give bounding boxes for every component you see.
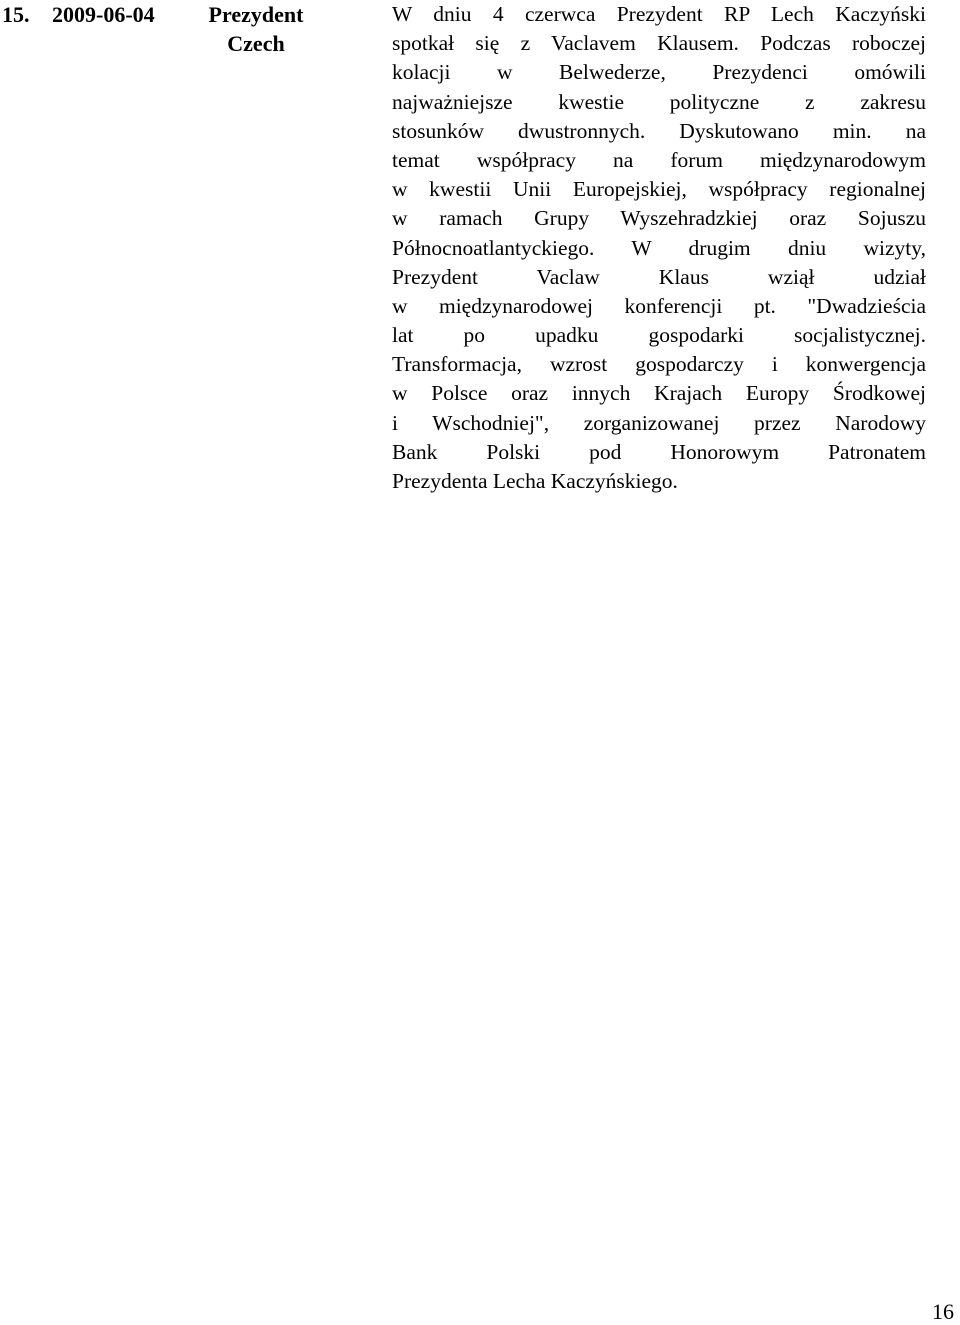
description-line: Bank Polski pod Honorowym Patronatem [392,439,926,464]
entry-date: 2009-06-04 [52,2,155,27]
entry-country-line: Prezydent [208,2,304,27]
description-line: w ramach Grupy Wyszehradzkiej oraz Sojuszu [392,206,926,231]
description-line: Północnoatlantyckiego. W drugim dniu wizyty, [392,235,926,260]
description-line: i Wschodniej", zorganizowanej przez Narodowy [392,410,926,435]
description-line: Prezydent Vaclaw Klaus wziął udział [392,264,926,289]
entry-country-line: Czech [227,31,285,56]
description-line: Transformacja, wzrost gospodarczy i konwergencja [392,352,926,377]
description-line: lat po upadku gospodarki socjalistycznej. [392,323,926,348]
description-line: w międzynarodowej konferencji pt. "Dwadzieścia [392,293,926,318]
description-line: w kwestii Unii Europejskiej, współpracy regionalnej [392,177,926,202]
description-line: najważniejsze kwestie polityczne z zakresu [392,89,926,114]
description-line: temat współpracy na forum międzynarodowym [392,147,926,172]
description-line: Prezydenta Lecha Kaczyńskiego. [392,469,678,493]
entry-number: 15. [2,2,30,27]
entry-country [196,0,316,58]
description-line: kolacji w Belwederze, Prezydenci omówili [392,60,926,85]
description-line: spotkał się z Vaclavem Klausem. Podczas roboczej [392,31,926,56]
page-number: 16 [932,1299,954,1324]
description-line: w Polsce oraz innych Krajach Europy Środkowej [392,381,926,406]
description-line: stosunków dwustronnych. Dyskutowano min. na [392,118,926,143]
description-line: W dniu 4 czerwca Prezydent RP Lech Kaczyński [392,2,926,26]
entry-description [392,0,926,496]
table-row [0,0,960,520]
